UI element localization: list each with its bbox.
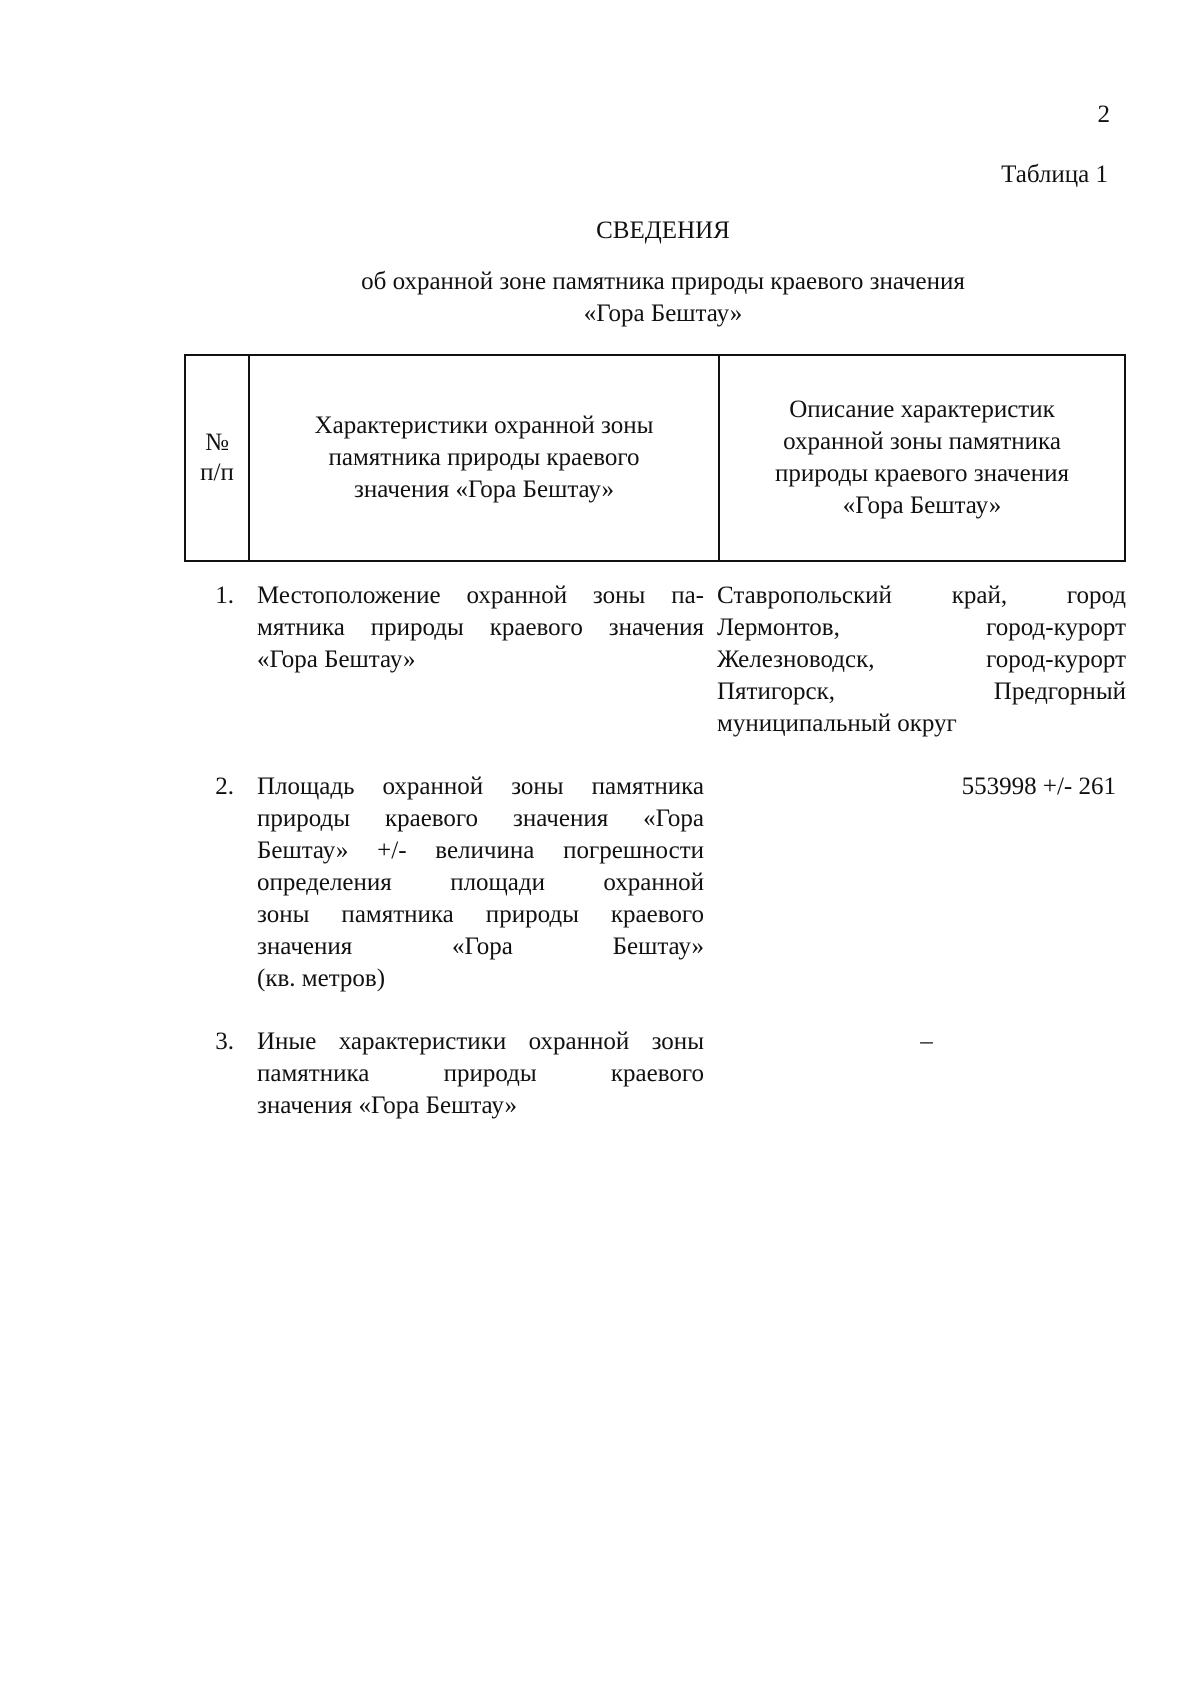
subtitle-line: об охранной зоне памятника природы краевого значения [361, 268, 965, 295]
text-line: определения площади охранной [257, 869, 704, 896]
text-line: значения «Гора Бештау» [257, 933, 704, 960]
row-characteristic [257, 771, 704, 995]
header-description-line: природы краевого значения [775, 460, 1069, 487]
row-number: 3. [215, 1028, 234, 1055]
text-line: мятника природы краевого значения [257, 614, 704, 641]
header-characteristics-line: памятника природы краевого [328, 444, 640, 471]
subtitle-line: «Гора Бештау» [583, 300, 743, 327]
document-title: СВЕДЕНИЯ [596, 217, 730, 244]
row-characteristic [257, 1026, 704, 1122]
header-characteristics-cell [248, 356, 718, 560]
header-number-line: № [205, 429, 229, 456]
text-line: «Гора Бештау» [257, 646, 416, 673]
text-line: Бештау» +/- величина погрешности [257, 837, 704, 864]
text-line: 553998 +/- 261 [961, 773, 1116, 800]
header-number-line: п/п [200, 459, 234, 486]
row-description [717, 1026, 1126, 1122]
table-label: Таблица 1 [1001, 161, 1108, 188]
text-line: Ставропольский край, город [717, 582, 1126, 609]
text-line: природы краевого значения «Гора [257, 805, 704, 832]
header-description-line: «Гора Бештау» [842, 492, 1002, 519]
table-row [184, 1026, 1126, 1122]
text-line: памятника природы краевого [257, 1060, 704, 1087]
text-line: Местоположение охранной зоны па- [257, 582, 704, 609]
table-row [184, 580, 1126, 740]
header-characteristics-line: значения «Гора Бештау» [353, 476, 614, 503]
document-subtitle [0, 266, 1200, 330]
row-characteristic [257, 580, 704, 740]
text-line: Лермонтов, город-курорт [717, 614, 1126, 641]
page-number: 2 [1097, 101, 1110, 128]
text-line: муниципальный округ [717, 710, 957, 737]
text-line: значения «Гора Бештау» [257, 1092, 518, 1119]
header-number-cell [186, 356, 248, 560]
text-line: – [920, 1028, 933, 1055]
row-number: 2. [215, 773, 234, 800]
header-description-line: Описание характеристик [789, 396, 1055, 423]
row-number: 1. [215, 582, 234, 609]
header-description-cell [718, 356, 1124, 560]
text-line: Иные характеристики охранной зоны [257, 1028, 704, 1055]
row-description [717, 580, 1126, 740]
row-description [717, 771, 1126, 995]
text-line: Пятигорск, Предгорный [717, 678, 1126, 705]
table-row [184, 771, 1126, 995]
table-header [184, 354, 1126, 562]
header-description-line: охранной зоны памятника [783, 428, 1061, 455]
text-line: Площадь охранной зоны памятника [257, 773, 704, 800]
table-body [184, 580, 1126, 1153]
header-characteristics-line: Характеристики охранной зоны [314, 412, 654, 439]
text-line: зоны памятника природы краевого [257, 901, 704, 928]
text-line: Железноводск, город-курорт [717, 646, 1126, 673]
text-line: (кв. метров) [257, 965, 386, 992]
